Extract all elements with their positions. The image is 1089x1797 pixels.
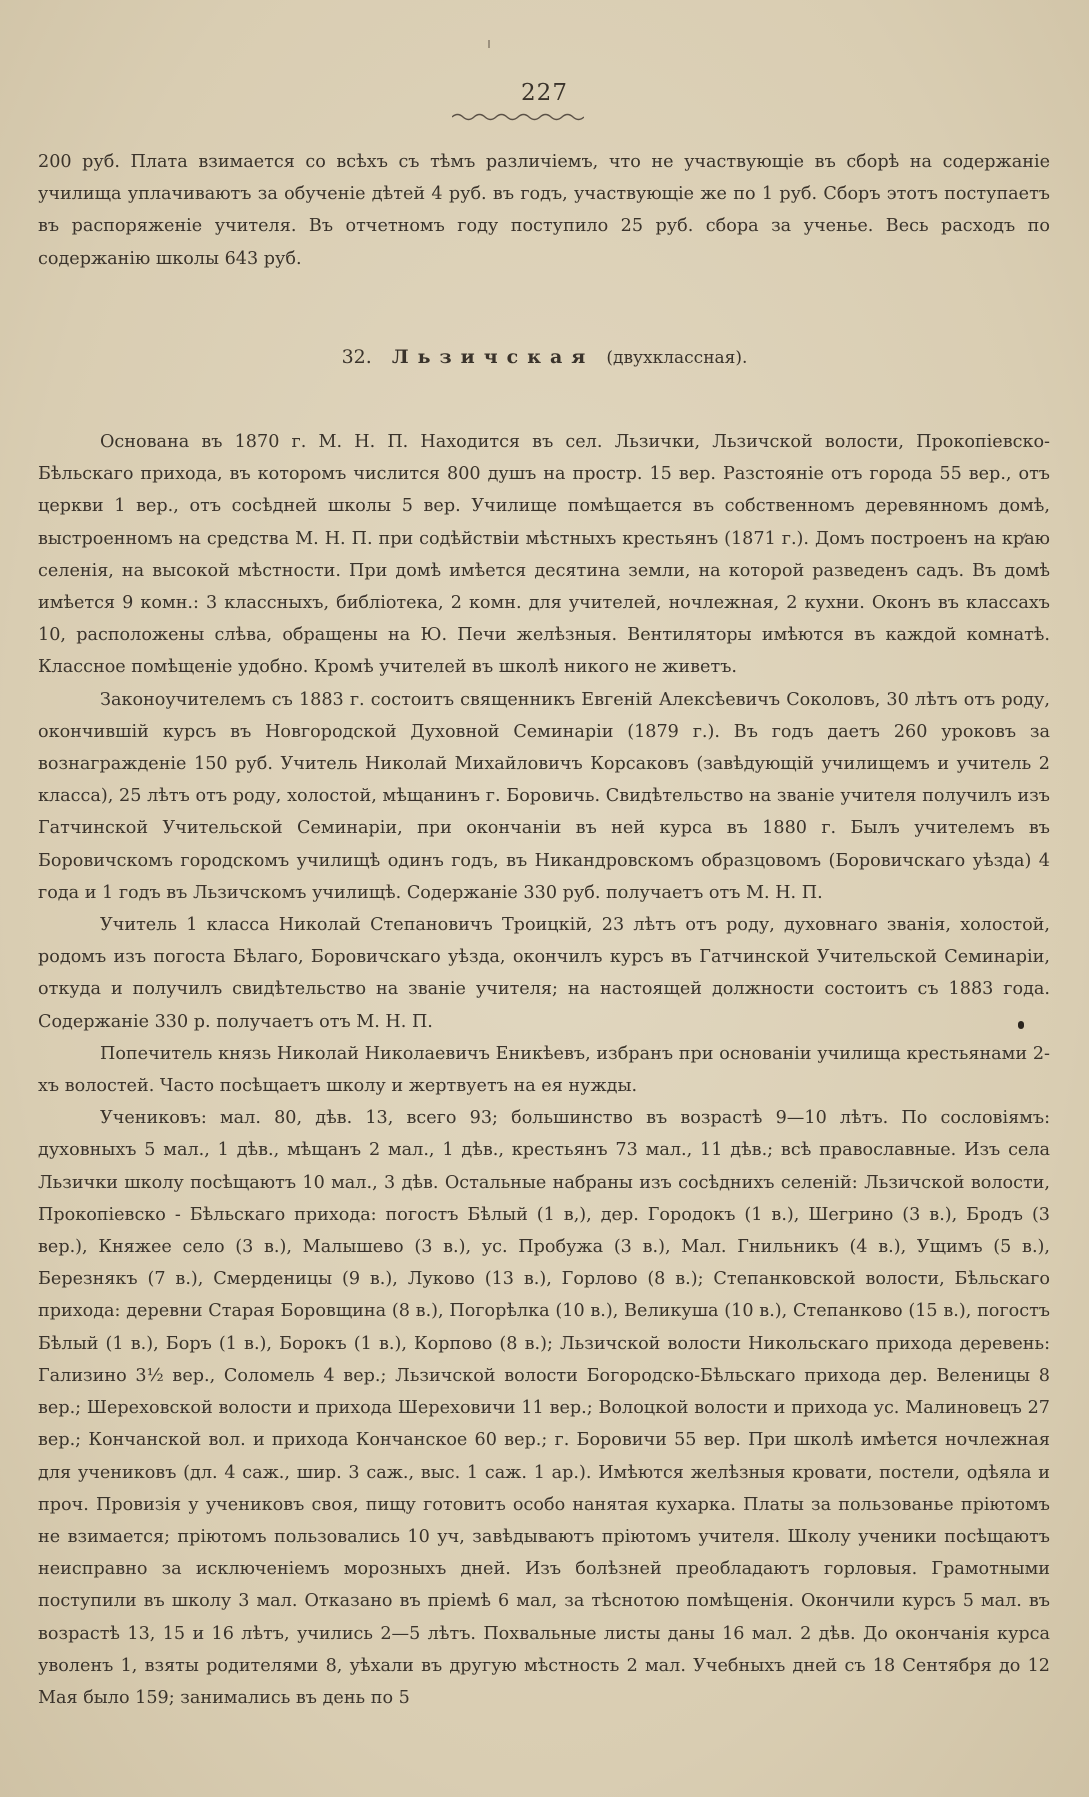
paragraph-trustee: Попечитель князь Николай Николаевичъ Еникѣевъ, избранъ при основаніи училища крестьянами 2-хъ волостей. Часто посѣщаетъ школу и жертвуетъ на ея нужды. [38,1043,1050,1097]
section-heading [0,346,1089,368]
intro-paragraph: 200 руб. Плата взимается со всѣхъ съ тѣмъ различіемъ, что не участвующіе въ сборѣ на содержаніе училища уплачиваютъ за обученіе дѣтей 4 руб. въ годъ, участвующіе же по 1 руб. Сборъ этотъ поступаетъ въ распоряженіе учителя. Въ отчетномъ году поступило 25 руб. сбора за ученье. Весь расходъ по содержанію школы 643 руб. [38,152,1050,269]
intro-text-block [38,146,1050,275]
pencil-mark [1018,532,1028,546]
main-text-block [38,426,1050,1714]
paragraph-founding: Основана въ 1870 г. М. Н. П. Находится въ сел. Льзички, Льзичской волости, Прокопіевско-Бѣльскаго прихода, въ которомъ числится 800 душъ на простр. 15 вер. Разстояніе отъ города 55 вер., отъ церкви 1 вер., отъ сосѣдней школы 5 вер. Училище помѣщается въ собственномъ деревянномъ домѣ, выстроенномъ на средства М. Н. П. при содѣйствіи мѣстныхъ крестьянъ (1871 г.). Домъ построенъ на краю селенія, на высокой мѣстности. При домѣ имѣется десятина земли, на которой разведенъ садъ. Въ домѣ имѣется 9 комн.: 3 классныхъ, библіотека, 2 комн. для учителей, ночлежная, 2 кухни. Оконъ въ классахъ 10, расположены слѣва, обращены на Ю. Печи желѣзныя. Вентиляторы имѣются въ каждой комнатѣ. Классное помѣщеніе удобно. Кромѣ учителей въ школѣ никого не живетъ. [38,432,1050,678]
paragraph-students: Учениковъ: мал. 80, дѣв. 13, всего 93; большинство въ возрастѣ 9—10 лѣтъ. По сословіямъ: духовныхъ 5 мал., 1 дѣв., мѣщанъ 2 мал., 1 дѣв., крестьянъ 73 мал., 11 дѣв.; всѣ православные. Изъ села Льзички школу посѣщаютъ 10 мал., 3 дѣв. Остальные набраны изъ сосѣднихъ селеній: Льзичской волости, Прокопіевско - Бѣльскаго прихода: погостъ Бѣлый (1 в,), дер. Городокъ (1 в.), Шегрино (3 в.), Бродъ (3 вер.), Княжее село (3 в.), Малышево (3 в.), ус. Пробужа (3 в.), Мал. Гнильникъ (4 в.), Ущимъ (5 в.), Березнякъ (7 в.), Смерденицы (9 в.), Луково (13 в.), Горлово (8 в.); Степанковской волости, Бѣльскаго прихода: деревни Старая Боровщина (8 в.), Погорѣлка (10 в.), Великуша (10 в.), Степанково (15 в.), погостъ Бѣлый (1 в.), Боръ (1 в.), Борокъ (1 в.), Корпово (8 в.); Льзичской волости Никольскаго прихода деревень: Гализино 3½ вер., Соломель 4 вер.; Льзичской волости Богородско-Бѣльскаго прихода дер. Веленицы 8 вер.; Шереховской волости и прихода Шереховичи 11 вер.; Волоцкой волости и прихода ус. Малиновецъ 27 вер.; Кончанской вол. и прихода Кончанское 60 вер.; г. Боровичи 55 вер. При школѣ имѣется ночлежная для учениковъ (дл. 4 саж., шир. 3 саж., выс. 1 саж. 1 ар.). Имѣются желѣзныя кровати, постели, одѣяла и проч. Провизія у учениковъ своя, пищу готовитъ особо нанятая кухарка. Платы за пользованье пріютомъ не взимается; пріютомъ пользовались 10 уч, завѣдываютъ пріютомъ учителя. Школу ученики посѣщаютъ неисправно за исключеніемъ морозныхъ дней. Изъ болѣзней преобладаютъ горловыя. Грамотными поступили въ школу 3 мал. Отказано въ пріемѣ 6 мал, за тѣснотою помѣщенія. Окончили курсъ 5 мал. въ возрастѣ 13, 15 и 16 лѣтъ, учились 2—5 лѣтъ. Похвальные листы даны 16 мал. 2 дѣв. До окончанія курса уволенъ 1, взяты родителями 8, уѣхали въ другую мѣстность 2 мал. Учебныхъ дней съ 18 Сентября до 12 Мая было 159; занимались въ день по 5 [38,1108,1050,1708]
section-kind: (двухклассная). [606,348,748,368]
paragraph-teacher-first-class: Учитель 1 класса Николай Степановичъ Троицкій, 23 лѣтъ отъ роду, духовнаго званія, холостой, родомъ изъ погоста Бѣлаго, Боровичскаго уѣзда, окончилъ курсъ въ Гатчинской Учительской Семинаріи, откуда и получилъ свидѣтельство на званіе учителя; на настоящей должности состоитъ съ 1883 года. Содержаніе 330 р. получаетъ отъ М. Н. П. [38,915,1050,1032]
ink-dot [1018,1021,1024,1029]
paragraph-teachers: Законоучителемъ съ 1883 г. состоитъ священникъ Евгеній Алексѣевичъ Соколовъ, 30 лѣтъ отъ роду, окончившій курсъ въ Новгородской Духовной Семинаріи (1879 г.). Въ годъ даетъ 260 уроковъ за вознагражденіе 150 руб. Учитель Николай Михайловичъ Корсаковъ (завѣдующій училищемъ и учитель 2 класса), 25 лѣтъ отъ роду, холостой, мѣщанинъ г. Боровичь. Свидѣтельство на званіе учителя получилъ изъ Гатчинской Учительской Семинаріи, при окончаніи въ ней курса въ 1880 г. Былъ учителемъ въ Боровичскомъ городскомъ училищѣ одинъ годъ, въ Никандровскомъ образцовомъ (Боровичскаго уѣзда) 4 года и 1 годъ въ Льзичскомъ училищѣ. Содержаніе 330 руб. получаетъ отъ М. Н. П. [38,689,1050,903]
wavy-rule-ornament [452,112,584,122]
section-name: Льзичская [391,346,595,368]
section-number: 32. [341,346,372,368]
page-number: 227 [521,80,568,106]
paper-speck [488,40,490,48]
